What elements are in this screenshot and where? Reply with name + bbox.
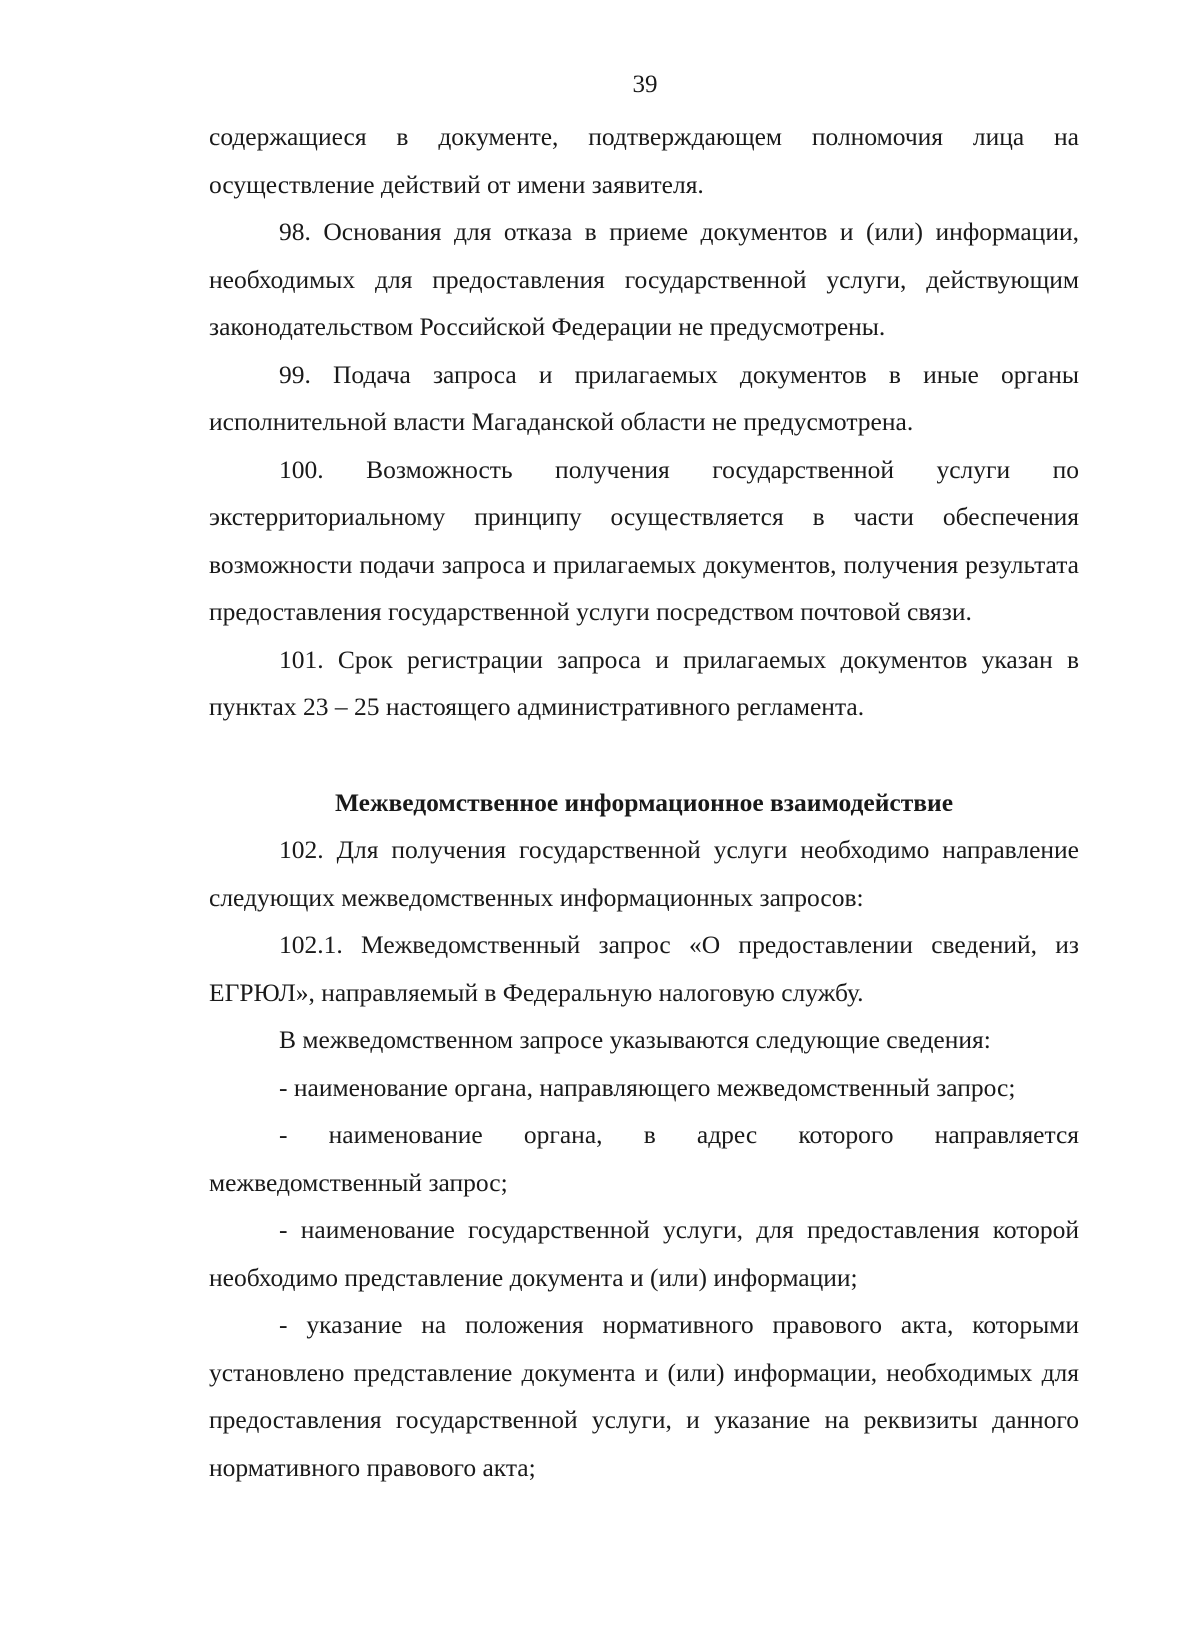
section-heading: Межведомственное информационное взаимодействие (334, 787, 954, 817)
paragraph-continuation: содержащиеся в документе, подтверждающем полномочия лица на осуществление действий от имени заявителя. (209, 122, 1079, 199)
paragraph-98: 98. Основания для отказа в приеме документов и (или) информации, необходимых для предоставления государственной услуги, действующим законодательством Российской Федерации не предусмотрены. (209, 217, 1079, 341)
paragraph-request-info: В межведомственном запросе указываются следующие сведения: (279, 1025, 991, 1054)
paragraph-102-1: 102.1. Межведомственный запрос «О предоставлении сведений, из ЕГРЮЛ», направляемый в Федеральную налоговую службу. (209, 930, 1079, 1007)
paragraph-99: 99. Подача запроса и прилагаемых документов в иные органы исполнительной власти Магаданской области не предусмотрена. (209, 359, 1079, 436)
paragraph-100: 100. Возможность получения государственной услуги по экстерриториальному принципу осуществляется в части обеспечения возможности подачи запроса и прилагаемых документов, получения результата предоставления государственной услуги посредством почтовой связи. (209, 454, 1079, 626)
list-item: - указание на положения нормативного правового акта, которыми установлено представление документа и (или) информации, необходимых для предоставления государственной услуги, и указание на реквизиты данного нормативного правового акта; (209, 1310, 1079, 1482)
list-item: - наименование государственной услуги, для предоставления которой необходимо представление документа и (или) информации; (209, 1215, 1079, 1292)
page-number: 39 (632, 71, 658, 98)
paragraph-101: 101. Срок регистрации запроса и прилагаемых документов указан в пунктах 23 – 25 настоящего административного регламента. (209, 644, 1079, 721)
list-item: - наименование органа, направляющего межведомственный запрос; (279, 1072, 1016, 1102)
document-body (209, 113, 1079, 1491)
list-item: - наименование органа, в адрес которого направляется межведомственный запрос; (209, 1120, 1079, 1197)
paragraph-102: 102. Для получения государственной услуги необходимо направление следующих межведомственных информационных запросов: (209, 835, 1079, 912)
